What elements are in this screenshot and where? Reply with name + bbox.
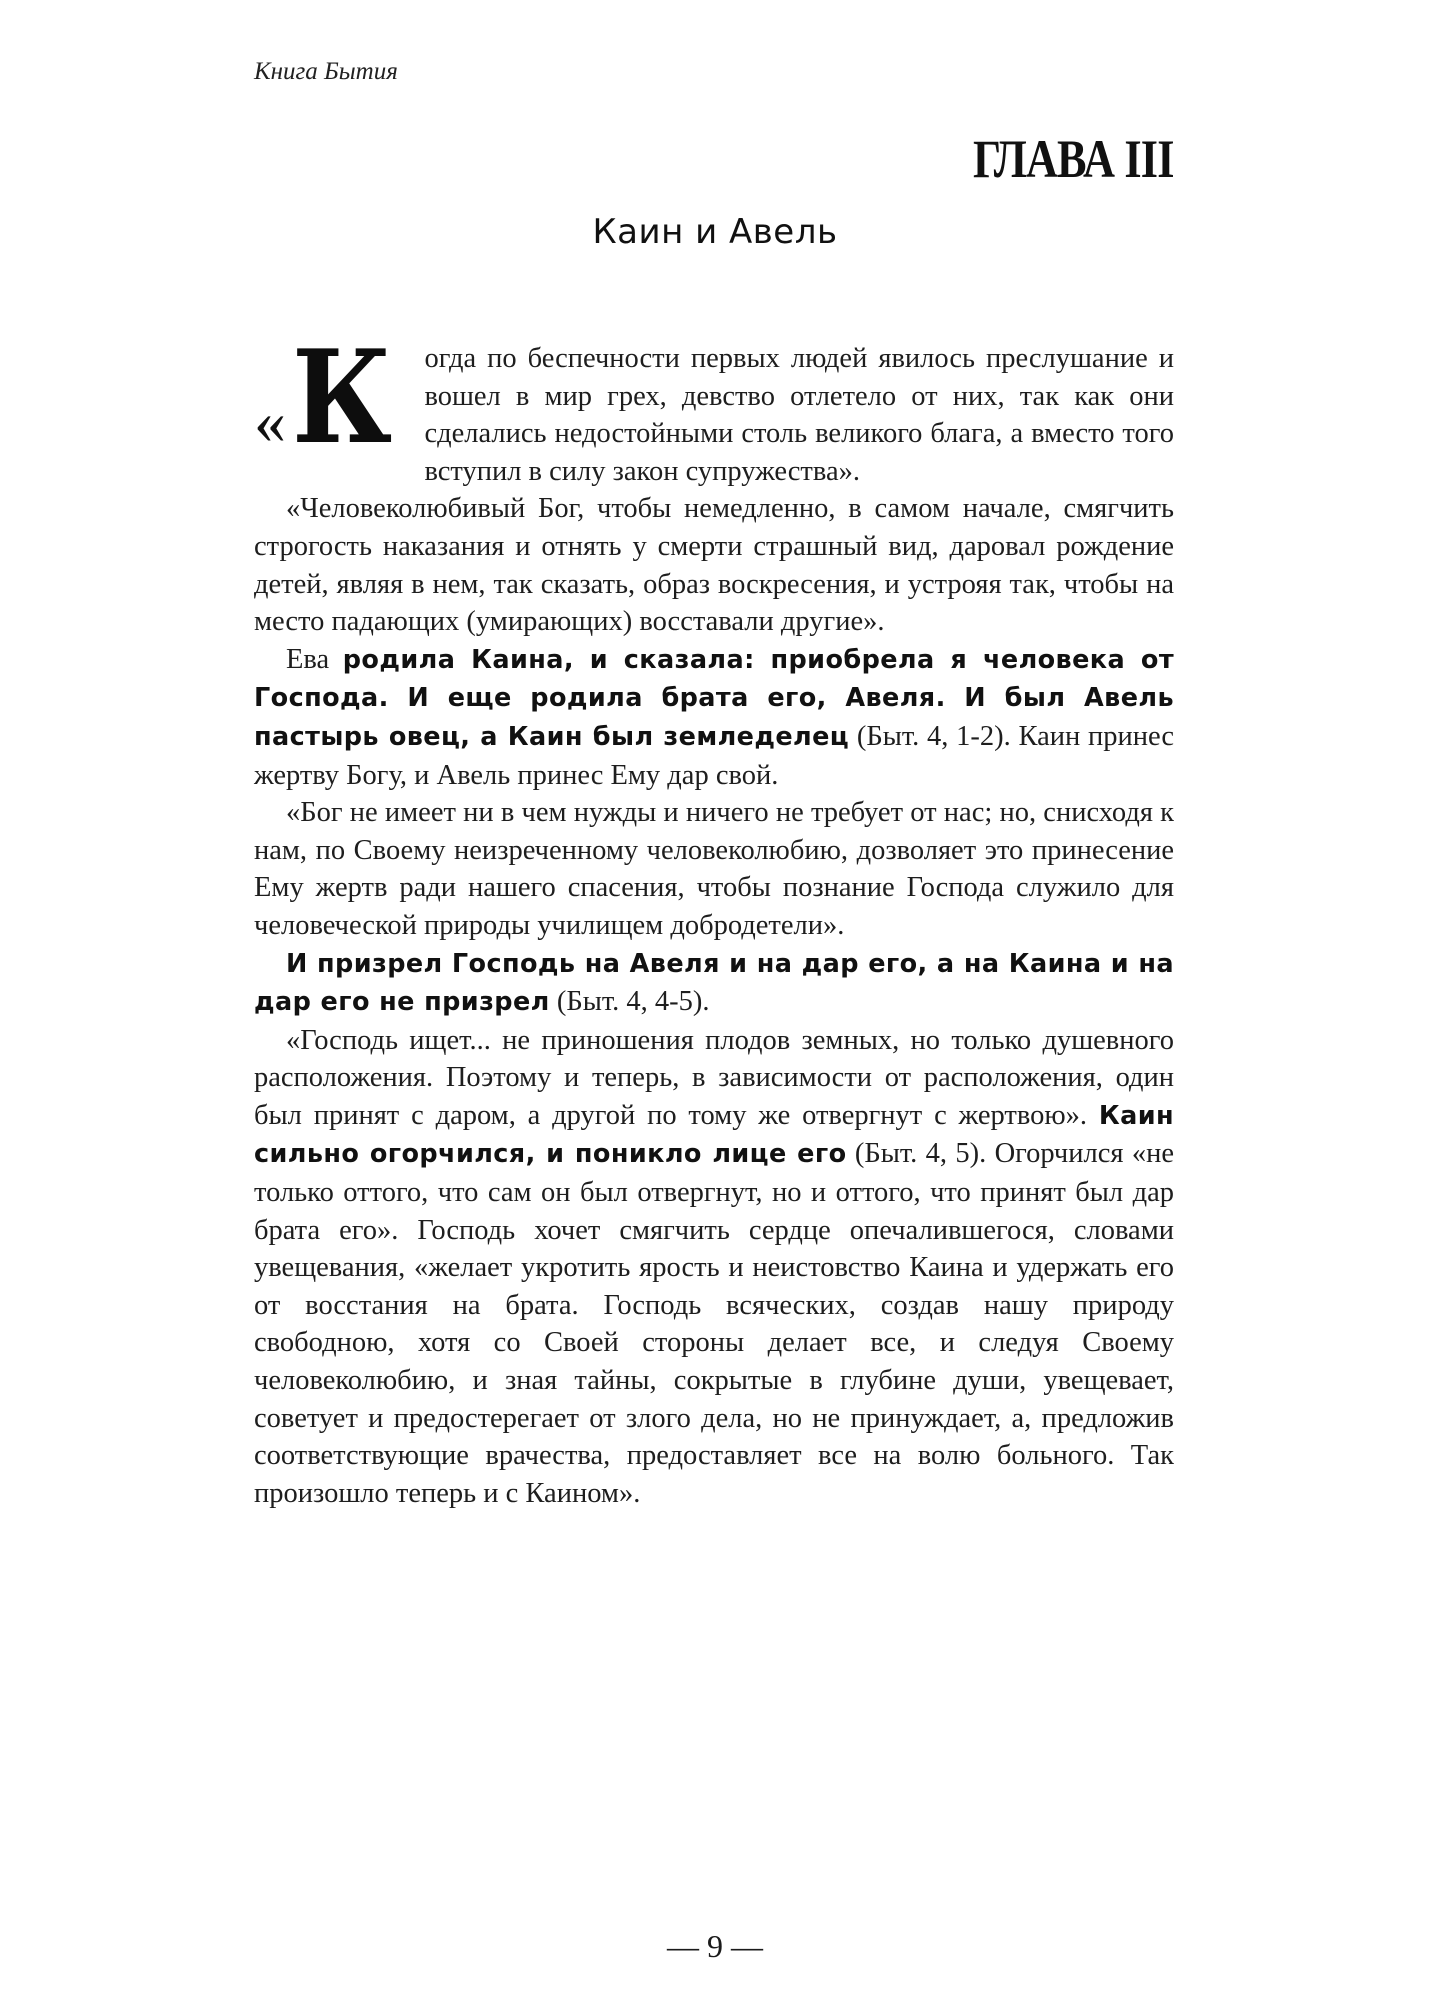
paragraph-1-text: огда по беспечности первых людей явилось преслушание и вошел в мир грех, девство отлетело от них, так как они сделались недостойными столь великого блага, а вместо того вступил в силу закон супружества». <box>424 343 1174 487</box>
paragraph-5-tail: (Быт. 4, 4-5). <box>549 986 710 1018</box>
scripture-quote: родила Каина, и сказала: приобрела я человека от Господа. И еще родила брата его, Авеля. И был Авель пастырь овец, а Каин был земледелец <box>254 644 1174 752</box>
paragraph-6-tail: (Быт. 4, 5). Огорчился «не только оттого, что сам он был отвергнут, но и оттого, что принят был дар брата его». Господь хочет смягчить сердце опечалившегося, словами увещевания, «желает укротить ярость и неистовство Каина и удержать его от восстания на брата. Господь всяческих, создав нашу природу свободною, хотя со Своей стороны делает все, и следуя Своему человеколюбию, и зная тайны, сокрытые в глубине души, увещевает, советует и предостерегает от злого дела, но не принуждает, а, предложив соответствующие врачества, предоставляет все на волю больного. Так произошло теперь и с Каином». <box>254 1138 1174 1509</box>
paragraph-3-tail: (Быт. 4, 1-2). Каин принес жертву Богу, и Авель принес Ему дар свой. <box>254 720 1174 791</box>
paragraph-4: «Бог не имеет ни в чем нужды и ничего не требует от нас; но, снисходя к нам, по Своему неизреченному человеколюбию, дозволяет это принесение Ему жертв ради нашего спасения, чтобы познание Господа служило для человеческой природы училищем добродетели». <box>254 797 1174 941</box>
chapter-subtitle: Каин и Авель <box>592 212 838 252</box>
paragraph-3 <box>254 641 1174 794</box>
chapter-title: ГЛАВА III <box>973 129 1174 189</box>
scripture-quote: И призрел Господь на Авеля и на дар его, а на Каина и на дар его не призрел <box>254 948 1174 1018</box>
opening-quote-mark: « <box>254 386 286 457</box>
body-text <box>254 323 1174 1512</box>
paragraph-3-lead: Ева <box>286 643 343 675</box>
page-number: — 9 — <box>667 1928 763 1964</box>
running-head: Книга Бытия <box>254 58 398 85</box>
paragraph-2: «Человеколюбивый Бог, чтобы немедленно, в самом начале, смягчить строгость наказания и отнять у смерти страшный вид, даровал рождение детей, являя в нем, так сказать, образ воскресения, и устрояя так, чтобы на место падающих (умирающих) восставали другие». <box>254 493 1174 638</box>
paragraph-6 <box>254 1022 1174 1513</box>
paragraph-1 <box>254 323 1174 490</box>
paragraph-6-lead: «Господь ищет... не приношения плодов земных, но только душевного расположения. Поэтому и теперь, в зависимости от расположения, один был принят с даром, а другой по тому же отвергнут с жертвою». <box>254 1024 1174 1131</box>
drop-cap: К <box>292 323 393 473</box>
paragraph-5 <box>254 945 1174 1022</box>
scripture-quote: Каин сильно огорчился, и поникло лице его <box>254 1100 1174 1170</box>
